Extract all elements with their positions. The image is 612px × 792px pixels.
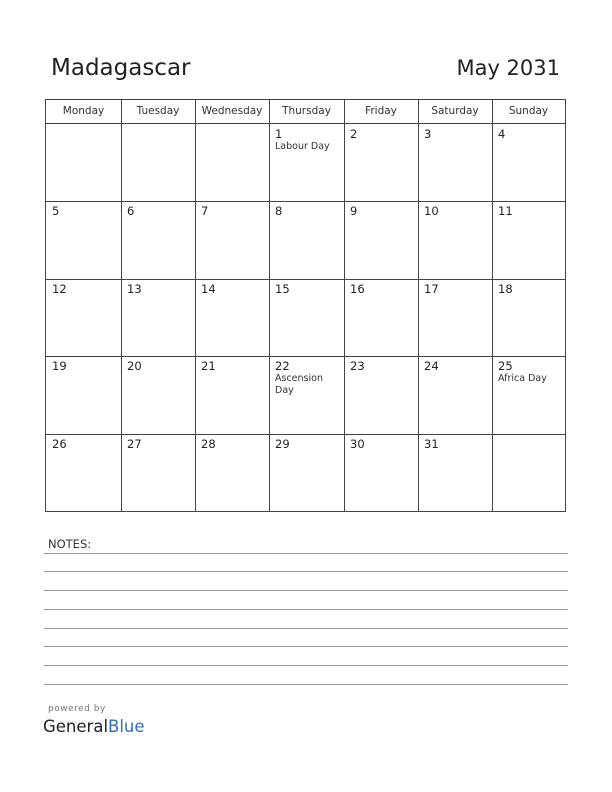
- day-number: 10: [424, 204, 439, 218]
- weekday-thursday: Thursday: [282, 105, 331, 117]
- day-number: 30: [350, 437, 365, 451]
- day-number: 5: [52, 204, 60, 218]
- grid-row-divider: [46, 201, 565, 202]
- notes-line: [44, 665, 568, 666]
- day-number: 14: [201, 282, 216, 296]
- holiday-label: Ascension Day: [275, 373, 323, 396]
- calendar-grid: [45, 99, 566, 512]
- grid-column-divider: [344, 100, 345, 511]
- day-number: 6: [127, 204, 135, 218]
- weekday-friday: Friday: [365, 105, 397, 117]
- day-number: 25: [498, 359, 513, 373]
- notes-line: [44, 684, 568, 685]
- day-number: 19: [52, 359, 67, 373]
- weekday-monday: Monday: [62, 105, 105, 117]
- day-number: 29: [275, 437, 290, 451]
- weekday-tuesday: Tuesday: [136, 105, 180, 117]
- day-number: 3: [424, 127, 432, 141]
- day-number: 7: [201, 204, 209, 218]
- grid-row-divider: [46, 434, 565, 435]
- weekday-sunday: Sunday: [508, 105, 549, 117]
- day-number: 11: [498, 204, 513, 218]
- country-title: Madagascar: [51, 55, 191, 81]
- day-number: 22: [275, 359, 290, 373]
- day-number: 12: [52, 282, 67, 296]
- notes-line: [44, 609, 568, 610]
- generalblue-logo: [43, 717, 145, 736]
- grid-column-divider: [269, 100, 270, 511]
- grid-row-divider: [46, 279, 565, 280]
- day-number: 21: [201, 359, 216, 373]
- notes-label: NOTES:: [48, 537, 92, 551]
- day-number: 9: [350, 204, 358, 218]
- notes-line: [44, 571, 568, 572]
- notes-line: [44, 553, 568, 554]
- weekday-header-row: [46, 100, 565, 124]
- grid-column-divider: [418, 100, 419, 511]
- day-number: 17: [424, 282, 439, 296]
- day-number: 8: [275, 204, 283, 218]
- day-number: 28: [201, 437, 216, 451]
- day-number: 4: [498, 127, 506, 141]
- day-number: 2: [350, 127, 358, 141]
- holiday-label: Labour Day: [275, 141, 330, 152]
- month-year-title: May 2031: [456, 56, 560, 80]
- weekday-saturday: Saturday: [431, 105, 479, 117]
- weekday-wednesday: Wednesday: [201, 105, 263, 117]
- grid-column-divider: [492, 100, 493, 511]
- grid-row-divider: [46, 356, 565, 357]
- holiday-label: Africa Day: [498, 373, 547, 384]
- brand-general: General: [43, 717, 109, 736]
- notes-line: [44, 590, 568, 591]
- day-number: 23: [350, 359, 365, 373]
- notes-line: [44, 628, 568, 629]
- day-number: 13: [127, 282, 142, 296]
- day-number: 1: [275, 127, 283, 141]
- day-number: 16: [350, 282, 365, 296]
- grid-column-divider: [195, 100, 196, 511]
- day-number: 31: [424, 437, 439, 451]
- grid-column-divider: [121, 100, 122, 511]
- brand-blue: Blue: [108, 717, 145, 736]
- powered-by-text: powered by: [48, 704, 106, 714]
- day-number: 18: [498, 282, 513, 296]
- day-number: 24: [424, 359, 439, 373]
- day-number: 27: [127, 437, 142, 451]
- notes-line: [44, 646, 568, 647]
- day-number: 26: [52, 437, 67, 451]
- day-number: 15: [275, 282, 290, 296]
- day-number: 20: [127, 359, 142, 373]
